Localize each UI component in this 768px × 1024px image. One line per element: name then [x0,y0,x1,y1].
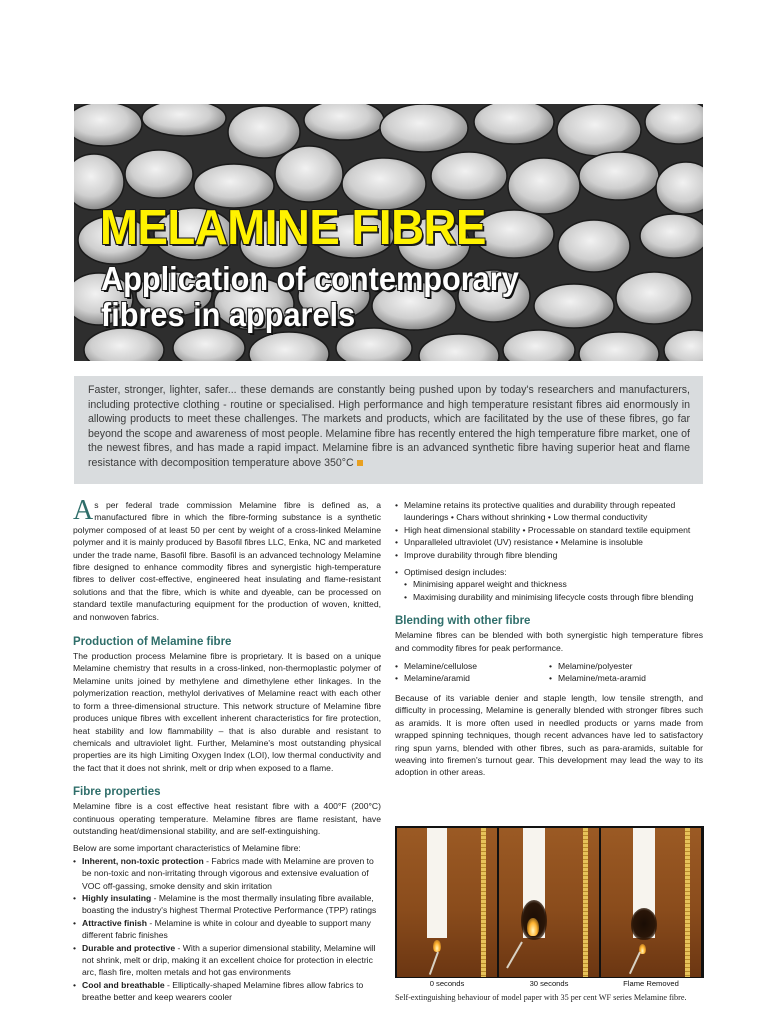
figure-caption: Self-extinguishing behaviour of model paper with 35 per cent WF series Melamine fibre. [395,993,687,1002]
panel-label: Flame Removed [623,979,679,988]
design-sub-list [395,578,703,603]
hero-banner [74,104,703,361]
subtitle-line: Application of contemporary [101,260,519,297]
item-term: Inherent, non-toxic protection [82,855,204,866]
flame-test-figure [395,826,704,989]
left-column [73,495,381,1004]
list-item [73,942,381,979]
match-stick [629,952,641,975]
design-list [395,566,703,578]
ruler [481,828,486,977]
item-term: Highly insulating [82,892,152,903]
subtitle-line: fibres in apparels [101,296,356,333]
flame-icon [433,940,441,952]
right-column [395,499,703,779]
match-stick [429,952,439,975]
blend-list [395,660,703,685]
item-term: Attractive finish [82,917,147,928]
section-heading-properties: Fibre properties [73,786,161,799]
item-text: - Fabrics made with Melamine are proven to be non-toxic and non-irritating through vigorous and extensive evaluation of VOC off-gassing, smoke density and skin irritation [82,855,374,891]
item-text: - Melamine is the most thermally insulating fibre available, boasting the industry's highest Thermal Protective Performance (TPP) ratings [82,892,377,916]
list-item: • Melamine retains its protective qualities and durability through repeated launderings • Chars without shrinking • Low thermal conductivity [395,499,703,524]
page-subtitle [101,261,547,333]
flame-panel-0s [397,828,497,977]
burn-mark [631,908,657,940]
production-paragraph: The production process Melamine fibre is proprietary. It is based on a unique Melamine chemistry that results in a cross-linked, non-thermoplastic polymer of Melamine units joined by methylene and dimethylene ether linkages. In the polymerization reaction, methylol derivatives of Melamine react with each other to form a three-dimensional structure. This network structure of Melamine fibre produces unique fibres with excellent inherent characteristics for fire protection, heat stability and low flammability – that is also durable and resistant to chemicals and ultraviolet light. Further, Melamine's most outstanding physical properties are its high Limiting Oxygen Index (LOI), low thermal conductivity and the fact that it does not shrink, melt or drip when exposed to a flame. [73,651,381,773]
panel-label: 30 seconds [529,979,569,988]
list-item: • Improve durability through fibre blending [395,549,703,561]
intro-text-body: Faster, stronger, lighter, safer... these demands are constantly being pushed upon by today's researchers and manufacturers, including protective clothing - routine or specialised. High performance and high temperature resistant fibres aid enormously in allowing products to meet these challenges. The markets and products, which are facilitated by the use of these fibres, go far beyond the scope and awareness of most people. Melamine fibre has recently entered the high temperature fibre market, one of the newest fibres, and has made a rapid impact. Melamine fibre is an advanced synthetic fibre having superior heat and flame resistance with decomposition temperature above 350°C [88,384,690,469]
section-heading-blending: Blending with other fibre [395,615,531,628]
list-item [73,917,381,942]
properties-paragraph: Melamine fibre is a cost effective heat resistant fibre with a 400°F (200°C) continuous operating temperature. Melamine fibres are flame resistant, have outstanding heat/dimensional stability, and are self-extinguishing. [73,801,381,836]
item-term: Cool and breathable [82,979,165,990]
ruler [685,828,690,977]
characteristics-list [73,855,381,1004]
blend-list-column [395,660,549,685]
list-item: • Optimised design includes: [395,566,703,578]
list-item: • Unparalleled ultraviolet (UV) resistance • Melamine is insoluble [395,536,703,548]
match-stick [506,942,523,969]
item-text: - With a superior dimensional stability, Melamine will not shrink, melt or drip, making it an excellent choice for protection in electric arc, flash fire, molten metals and hot gas environments [82,942,376,978]
list-item: • Melamine/cellulose [395,660,549,672]
drop-cap: A [73,495,94,526]
flame-panel-removed [601,828,701,977]
benefits-list [395,499,703,561]
list-item: • Melamine/polyester [549,660,703,672]
characteristics-intro: Below are some important characteristics of Melamine fibre: [73,843,301,854]
blending-paragraph: Melamine fibres can be blended with both synergistic high temperature fibres and commodity fibres for peak performance. [395,630,703,653]
list-item [73,855,381,892]
paper-strip [427,828,447,938]
ruler [583,828,588,977]
list-item [73,979,381,1004]
intro-box [74,376,703,484]
flame-panel-30s [499,828,599,977]
panel-label: 0 seconds [429,979,465,988]
blend-list-column [549,660,703,685]
end-mark-icon [357,460,363,466]
list-item: • High heat dimensional stability • Processable on standard textile equipment [395,524,703,536]
item-text: - Melamine is white in colour and dyeable to support many different fabric finishes [82,917,371,941]
figure-labels [395,977,704,990]
item-term: Durable and protective [82,942,176,953]
paragraph-text: s per federal trade commission Melamine fibre is defined as, a manufactured fibre in which the fibre-forming substance is a synthetic polymer composed of at least 50 per cent by weight of a cross-linked Melamine polymer and it is mainly produced by Basofil fibres LLC, Enka, NC and marketed under the trade name, Basofil fibre. Basofil is an advanced technology Melamine fibre designed to enhance commodity fibres and synergistic high-temperature fibres to deliver cost-effective, engineered heat insulating and flame-resistant solutions and that the fibre, which is white and dyeable, can be processed on standard textile manufacturing equipment for the production of woven, knitted, and nonwoven fabrics. [73,500,381,622]
blending-details-paragraph: Because of its variable denier and staple length, low tensile strength, and difficulty in processing, Melamine is generally blended with stronger fibres such as aramids. It is more often used in needled products or yarns made from wrapped spinning techniques, though recent advances have led to satisfactory ring spun yarns, blended with other fibres, such as para-aramids, suitable for weaving into firemen's turnout gear. This development may lead the way to its adoption in other areas. [395,692,703,778]
intro-text [88,383,690,471]
item-text: - Elliptically-shaped Melamine fibres allow fabrics to breathe better and keep wearers cooler [82,979,364,1003]
page-title: MELAMINE FIBRE [100,201,486,255]
list-item: • Maximising durability and minimising lifecycle costs through fibre blending [404,591,703,603]
flame-icon [527,918,539,936]
section-heading-production: Production of Melamine fibre [73,636,232,649]
list-item [73,892,381,917]
list-item: • Minimising apparel weight and thickness [404,578,703,590]
list-item: • Melamine/meta-aramid [549,672,703,684]
intro-paragraph [73,495,381,623]
list-item: • Melamine/aramid [395,672,549,684]
